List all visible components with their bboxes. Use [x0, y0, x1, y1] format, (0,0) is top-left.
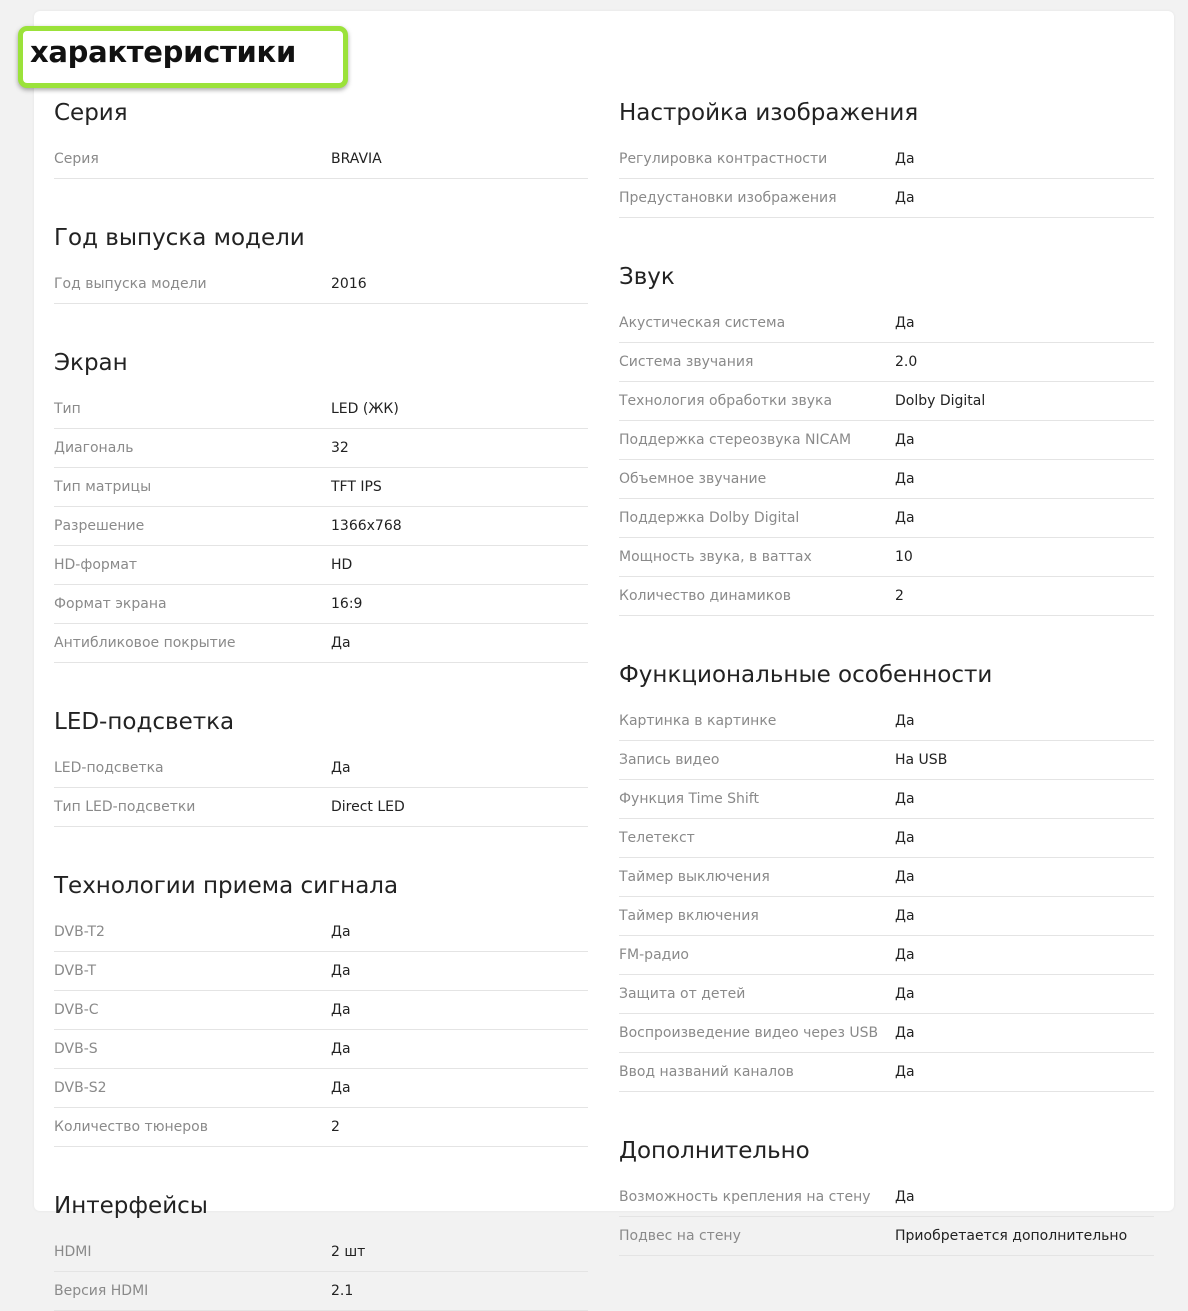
spec-section	[54, 1187, 588, 1311]
spec-label: Разрешение	[54, 518, 145, 534]
spec-label: Количество динамиков	[619, 588, 791, 604]
spec-value: 32	[331, 440, 349, 456]
spec-row	[54, 468, 588, 507]
spec-value: Да	[895, 471, 915, 487]
spec-section	[619, 656, 1154, 1092]
spec-value: Да	[895, 1025, 915, 1041]
spec-label: Телетекст	[619, 830, 695, 846]
spec-value: Приобретается дополнительно	[895, 1228, 1128, 1244]
spec-row	[619, 741, 1154, 780]
section-title: Серия	[54, 100, 128, 126]
spec-row	[619, 304, 1154, 343]
spec-row	[54, 788, 588, 827]
section-title: Экран	[54, 350, 128, 376]
spec-row	[619, 1178, 1154, 1217]
spec-value: Да	[895, 1064, 915, 1080]
spec-row	[54, 952, 588, 991]
spec-row	[54, 1108, 588, 1147]
spec-row	[619, 1217, 1154, 1256]
spec-row	[619, 343, 1154, 382]
spec-row	[619, 936, 1154, 975]
spec-section	[54, 867, 588, 1147]
spec-row	[54, 585, 588, 624]
section-title: Технологии приема сигнала	[54, 873, 399, 899]
spec-label: Поддержка Dolby Digital	[619, 510, 800, 526]
spec-row	[619, 499, 1154, 538]
spec-value: Direct LED	[331, 799, 405, 815]
spec-label: Тип матрицы	[54, 479, 152, 495]
spec-label: Объемное звучание	[619, 471, 767, 487]
spec-row	[54, 265, 588, 304]
spec-label: Система звучания	[619, 354, 754, 370]
spec-row	[619, 577, 1154, 616]
spec-row	[619, 179, 1154, 218]
section-title: LED-подсветка	[54, 709, 235, 735]
spec-value: Да	[331, 924, 351, 940]
spec-value: Да	[895, 908, 915, 924]
spec-section	[619, 1132, 1154, 1256]
spec-label: Ввод названий каналов	[619, 1064, 794, 1080]
spec-label: Количество тюнеров	[54, 1119, 208, 1135]
spec-label: Год выпуска модели	[54, 276, 207, 292]
spec-label: Технология обработки звука	[619, 393, 833, 409]
spec-row	[619, 975, 1154, 1014]
spec-value: Да	[331, 1041, 351, 1057]
spec-value: Да	[895, 869, 915, 885]
spec-row	[619, 702, 1154, 741]
section-title: Функциональные особенности	[619, 662, 993, 688]
section-title: Год выпуска модели	[54, 225, 305, 251]
spec-label: Регулировка контрастности	[619, 151, 828, 167]
spec-row	[54, 507, 588, 546]
spec-label: DVB-T	[54, 963, 97, 979]
spec-value: 2	[331, 1119, 340, 1135]
section-gap	[54, 663, 588, 703]
spec-row	[619, 897, 1154, 936]
spec-value: Да	[331, 963, 351, 979]
spec-value: Да	[895, 830, 915, 846]
spec-value: 16:9	[331, 596, 363, 612]
spec-value: Да	[895, 1189, 915, 1205]
spec-label: Таймер выключения	[619, 869, 770, 885]
spec-value: Да	[331, 1080, 351, 1096]
spec-value: Да	[895, 151, 915, 167]
spec-value: 2.0	[895, 354, 918, 370]
spec-label: LED-подсветка	[54, 760, 164, 776]
spec-label: Антибликовое покрытие	[54, 635, 236, 651]
section-gap	[619, 1092, 1154, 1132]
spec-value: На USB	[895, 752, 948, 768]
spec-value: Да	[895, 510, 915, 526]
spec-row	[619, 140, 1154, 179]
spec-section	[619, 94, 1154, 218]
spec-label: Возможность крепления на стену	[619, 1189, 871, 1205]
spec-row	[619, 1014, 1154, 1053]
spec-label: DVB-S	[54, 1041, 98, 1057]
section-gap	[54, 304, 588, 344]
section-title: Интерфейсы	[54, 1193, 208, 1219]
spec-row	[619, 460, 1154, 499]
spec-row	[54, 749, 588, 788]
spec-row	[54, 913, 588, 952]
spec-row	[619, 858, 1154, 897]
spec-row	[54, 1272, 588, 1311]
spec-value: 10	[895, 549, 913, 565]
spec-label: HDMI	[54, 1244, 92, 1260]
spec-label: Формат экрана	[54, 596, 167, 612]
spec-row	[619, 421, 1154, 460]
spec-section	[54, 219, 588, 304]
spec-label: Поддержка стереозвука NICAM	[619, 432, 852, 448]
spec-label: Тип LED-подсветки	[54, 799, 196, 815]
spec-value: Да	[895, 713, 915, 729]
spec-label: Диагональ	[54, 440, 134, 456]
spec-value: Да	[895, 190, 915, 206]
spec-value: 2.1	[331, 1283, 354, 1299]
spec-row	[54, 429, 588, 468]
specs-column-right	[619, 94, 1154, 1256]
spec-section	[54, 703, 588, 827]
spec-row	[54, 1233, 588, 1272]
section-gap	[619, 218, 1154, 258]
spec-value: Да	[895, 947, 915, 963]
spec-label: Воспроизведение видео через USB	[619, 1025, 879, 1041]
section-gap	[54, 179, 588, 219]
spec-value: Да	[331, 760, 351, 776]
spec-label: Защита от детей	[619, 986, 746, 1002]
section-title: Звук	[619, 264, 675, 290]
specs-column-left	[54, 94, 588, 1311]
spec-label: Таймер включения	[619, 908, 759, 924]
spec-value: Да	[895, 432, 915, 448]
spec-value: Да	[331, 635, 351, 651]
spec-label: Серия	[54, 151, 99, 167]
spec-section	[619, 258, 1154, 616]
spec-label: Акустическая система	[619, 315, 786, 331]
spec-value: Да	[895, 791, 915, 807]
spec-value: 2	[895, 588, 904, 604]
spec-label: Функция Time Shift	[619, 791, 759, 807]
spec-section	[54, 344, 588, 663]
spec-value: Да	[895, 986, 915, 1002]
spec-value: 2016	[331, 276, 367, 292]
spec-row	[54, 390, 588, 429]
spec-row	[54, 1069, 588, 1108]
spec-row	[619, 780, 1154, 819]
spec-value: LED (ЖК)	[331, 401, 399, 417]
spec-row	[619, 538, 1154, 577]
spec-label: Запись видео	[619, 752, 720, 768]
spec-row	[54, 1030, 588, 1069]
spec-row	[54, 140, 588, 179]
spec-value: 2 шт	[331, 1244, 366, 1260]
spec-value: Dolby Digital	[895, 393, 986, 409]
spec-label: DVB-T2	[54, 924, 105, 940]
section-gap	[54, 1147, 588, 1187]
spec-label: Мощность звука, в ваттах	[619, 549, 812, 565]
spec-label: Картинка в картинке	[619, 713, 777, 729]
spec-value: 1366x768	[331, 518, 402, 534]
spec-label: DVB-S2	[54, 1080, 107, 1096]
spec-row	[54, 546, 588, 585]
spec-value: Да	[895, 315, 915, 331]
spec-label: DVB-C	[54, 1002, 99, 1018]
section-gap	[619, 616, 1154, 656]
spec-row	[54, 624, 588, 663]
spec-label: HD-формат	[54, 557, 138, 573]
spec-row	[619, 819, 1154, 858]
spec-label: Тип	[54, 401, 81, 417]
spec-value: HD	[331, 557, 353, 573]
spec-row	[619, 1053, 1154, 1092]
spec-label: Версия HDMI	[54, 1283, 149, 1299]
spec-section	[54, 94, 588, 179]
spec-row	[54, 991, 588, 1030]
section-title: Настройка изображения	[619, 100, 919, 126]
section-title: Дополнительно	[619, 1138, 810, 1164]
spec-row	[619, 382, 1154, 421]
spec-value: BRAVIA	[331, 151, 382, 167]
page-title: характеристики	[30, 35, 296, 69]
spec-value: TFT IPS	[331, 479, 382, 495]
spec-label: Подвес на стену	[619, 1228, 741, 1244]
spec-value: Да	[331, 1002, 351, 1018]
section-gap	[54, 827, 588, 867]
spec-label: Предустановки изображения	[619, 190, 837, 206]
spec-label: FM-радио	[619, 947, 689, 963]
